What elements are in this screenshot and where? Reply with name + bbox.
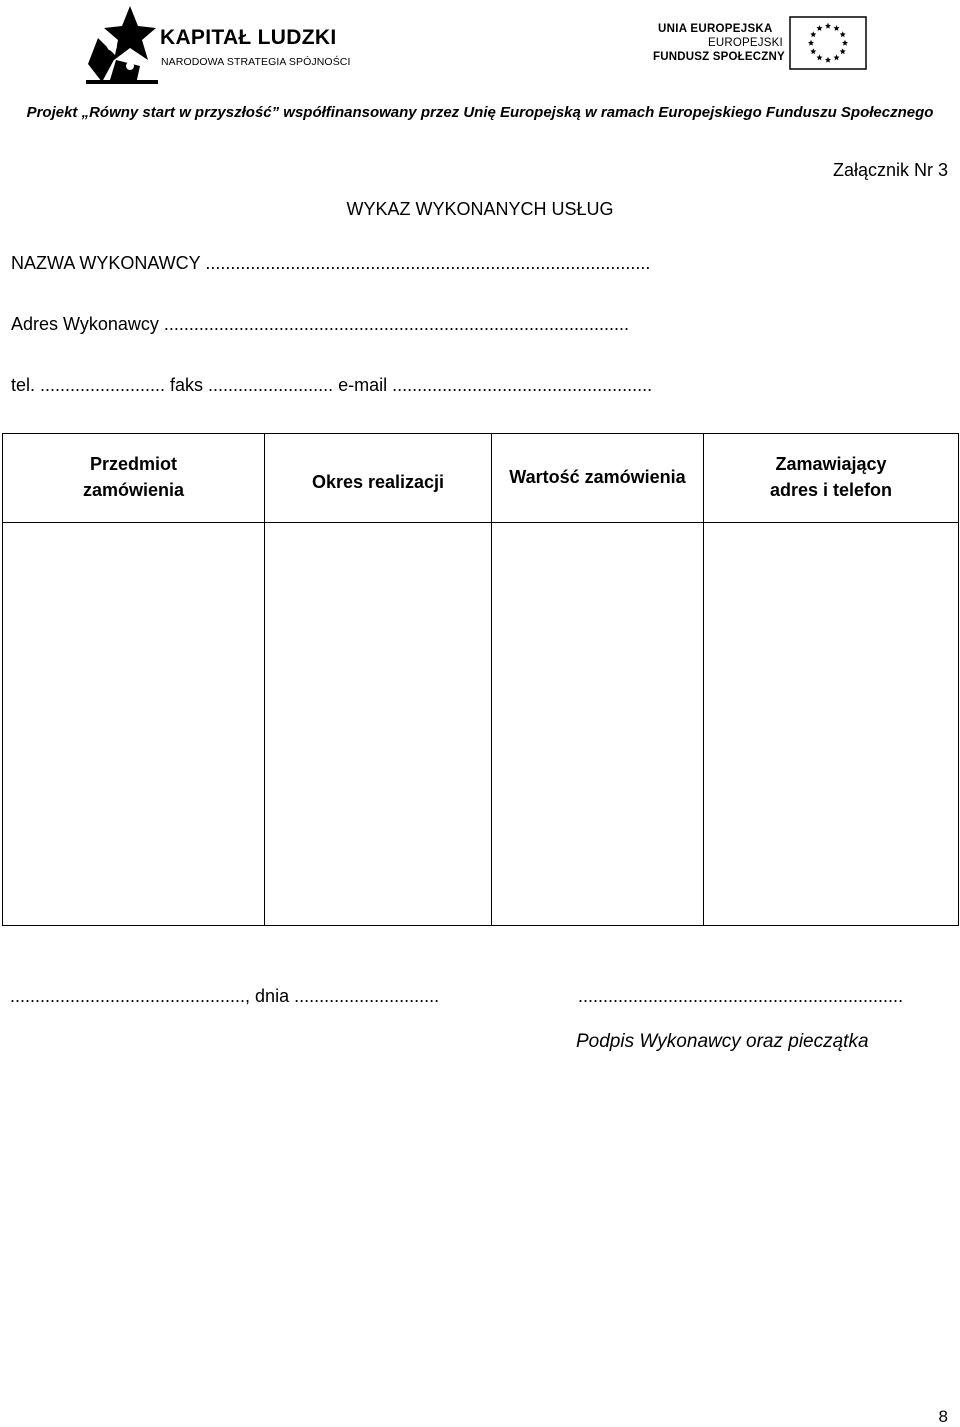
- header-line: Okres realizacji: [311, 472, 445, 493]
- table-cell-client[interactable]: [704, 523, 959, 926]
- attachment-label: Załącznik Nr 3: [832, 160, 948, 180]
- column-header-value: [492, 434, 704, 523]
- logo-subtitle: NARODOWA STRATEGIA SPÓJNOŚCI: [161, 56, 351, 68]
- table-cell-value[interactable]: [492, 523, 704, 926]
- document-title: WYKAZ WYKONANYCH USŁUG: [346, 199, 614, 219]
- contractor-name-field[interactable]: NAZWA WYKONAWCY .........................................................................................: [11, 253, 651, 273]
- header-line: adres i telefon: [769, 480, 893, 500]
- place-date-field[interactable]: ..............................................., dnia .............................: [10, 986, 440, 1006]
- eu-fund-logo: [650, 16, 870, 72]
- services-table: [2, 433, 959, 926]
- table-header-row: [3, 434, 959, 523]
- table-cell-subject[interactable]: [3, 523, 265, 926]
- column-header-client: [704, 434, 959, 523]
- project-funding-line: Projekt „Równy start w przyszłość” współfinansowany przez Unię Europejską w ramach Europejskiego Funduszu Społecznego: [26, 104, 934, 121]
- signature-label: Podpis Wykonawcy oraz pieczątka: [576, 1031, 869, 1052]
- header-line: Wartość zamówienia: [509, 467, 686, 488]
- logo-title: KAPITAŁ LUDZKI: [160, 26, 337, 49]
- kapital-ludzki-logo: [86, 4, 356, 86]
- kapital-ludzki-emblem-icon: [86, 4, 158, 86]
- eu-logo-line1: UNIA EUROPEJSKA: [658, 23, 773, 35]
- contractor-address-field[interactable]: Adres Wykonawcy .............................................................................................: [11, 314, 629, 334]
- eu-logo-line2: EUROPEJSKI: [708, 37, 783, 49]
- column-header-period: [265, 434, 492, 523]
- eu-flag-icon: [789, 16, 867, 70]
- contractor-contacts-field[interactable]: tel. ......................... faks ......................... e-mail ....................................................: [11, 375, 653, 395]
- page-number: 8: [938, 1407, 948, 1426]
- header-line: Przedmiot: [89, 454, 177, 475]
- table-cell-period[interactable]: [265, 523, 492, 926]
- table-row: [3, 523, 959, 926]
- eu-logo-line3: FUNDUSZ SPOŁECZNY: [653, 51, 785, 63]
- column-header-subject: [3, 434, 265, 523]
- header-line: zamówienia: [82, 480, 185, 500]
- header-line: Zamawiający: [775, 454, 887, 475]
- signature-field[interactable]: .................................................................: [578, 986, 904, 1006]
